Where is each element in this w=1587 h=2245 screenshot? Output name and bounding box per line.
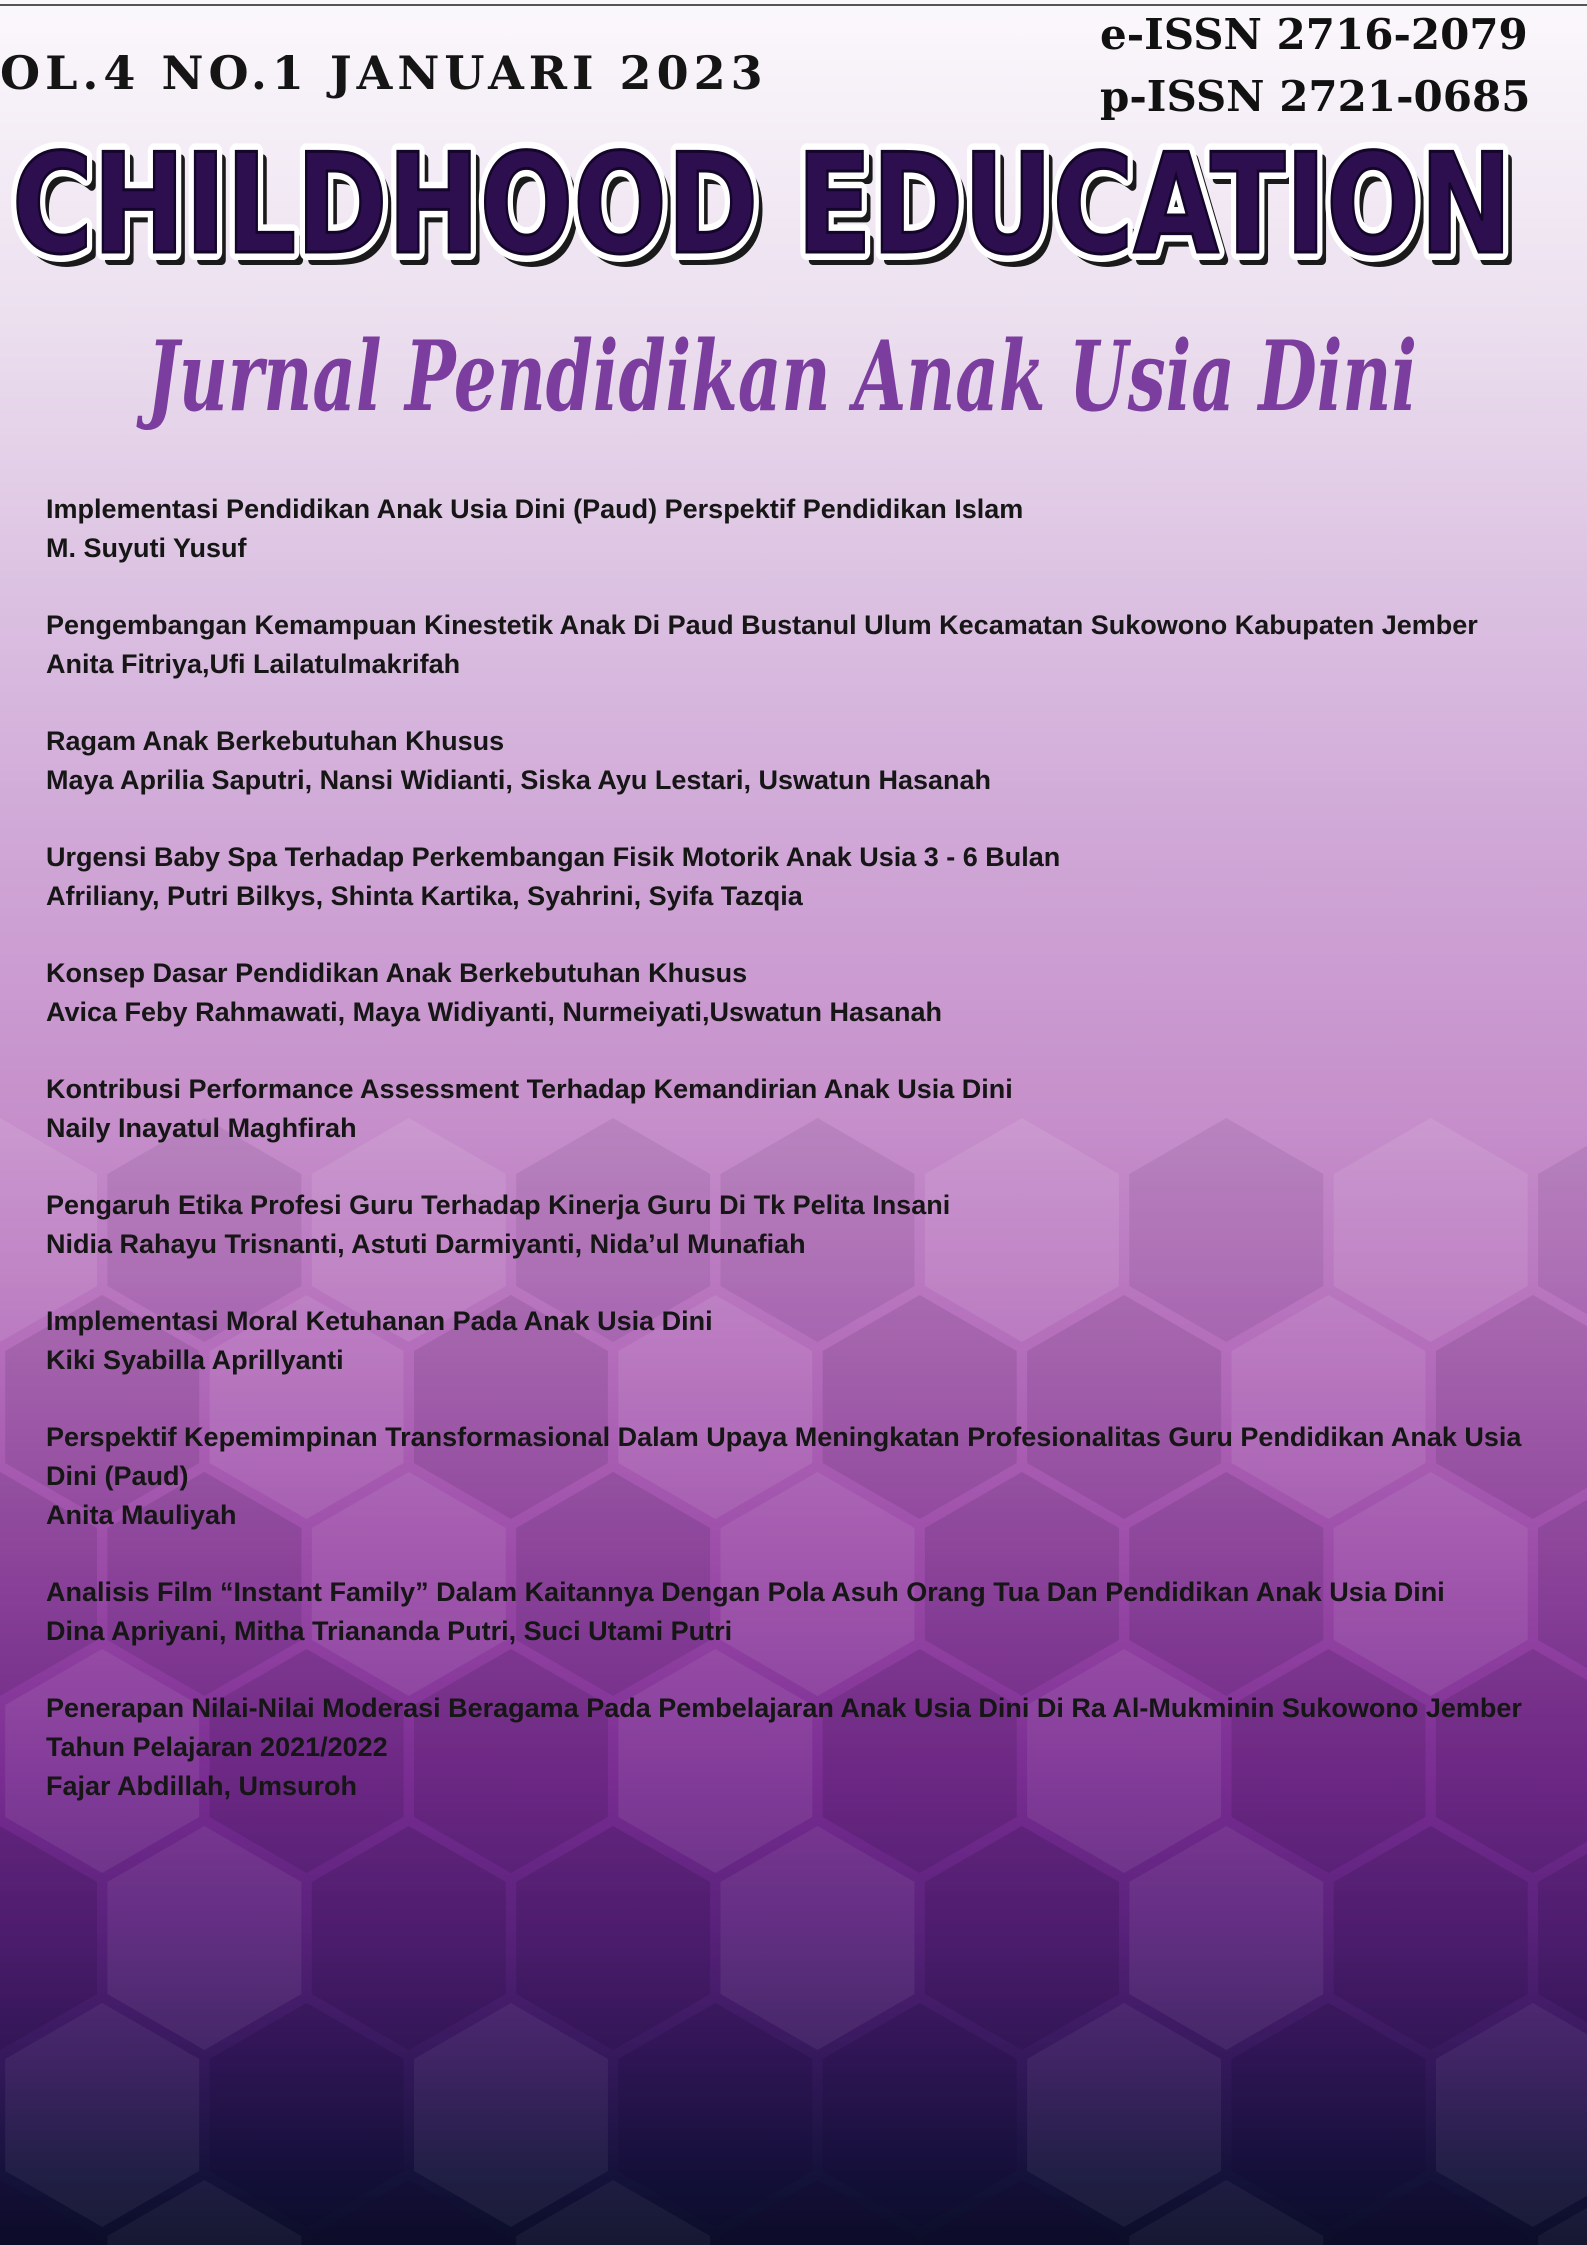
p-issn-label: p-ISSN 2721-0685 <box>1100 72 1531 121</box>
article-title: Pengembangan Kemampuan Kinestetik Anak Di Paud Bustanul Ulum Kecamatan Sukowono Kabupaten Jember <box>46 610 1478 640</box>
article-authors: Kiki Syabilla Aprillyanti <box>46 1345 344 1375</box>
hexagon-tile <box>618 2003 812 2227</box>
article-authors: Maya Aprilia Saputri, Nansi Widianti, Siska Ayu Lestari, Uswatun Hasanah <box>46 765 992 795</box>
article-title: Ragam Anak Berkebutuhan Khusus <box>46 726 505 756</box>
hexagon-tile <box>925 1826 1119 2050</box>
article-authors: Avica Feby Rahmawati, Maya Widiyanti, Nurmeiyati,Uswatun Hasanah <box>46 997 943 1027</box>
article-entry[interactable] <box>46 1418 1546 1535</box>
article-title: Urgensi Baby Spa Terhadap Perkembangan Fisik Motorik Anak Usia 3 - 6 Bulan <box>46 842 1061 872</box>
hexagon-tile <box>414 2003 608 2227</box>
journal-title-shadow: CHILDHOOD EDUCATION <box>18 132 1518 293</box>
journal-subtitle: Jurnal Pendidikan Anak Usia Dini <box>135 320 1418 433</box>
article-authors: Fajar Abdillah, Umsuroh <box>46 1771 358 1801</box>
article-authors: Naily Inayatul Maghfirah <box>46 1113 357 1143</box>
hexagon-tile <box>1436 2003 1587 2227</box>
hexagon-tile <box>1129 1826 1323 2050</box>
article-title: Perspektif Kepemimpinan Transformasional Dalam Upaya Meningkatan Profesionalitas Guru Pendidikan Anak Usia Dini (Paud) <box>46 1422 1522 1491</box>
article-title: Kontribusi Performance Assessment Terhadap Kemandirian Anak Usia Dini <box>46 1074 1013 1104</box>
table-of-contents <box>46 490 1546 1844</box>
article-entry[interactable] <box>46 1070 1546 1148</box>
hexagon-tile <box>107 1826 301 2050</box>
article-authors: Nidia Rahayu Trisnanti, Astuti Darmiyanti, Nida’ul Munafiah <box>46 1229 806 1259</box>
hexagon-tile <box>1232 2003 1426 2227</box>
top-border-line <box>0 4 1587 6</box>
article-authors: Anita Fitriya,Ufi Lailatulmakrifah <box>46 649 461 679</box>
article-entry[interactable] <box>46 1186 1546 1264</box>
article-entry[interactable] <box>46 1302 1546 1380</box>
article-title: Penerapan Nilai-Nilai Moderasi Beragama Pada Pembelajaran Anak Usia Dini Di Ra Al-Mukminin Sukowono Jember Tahun Pelajaran 2021/2022 <box>46 1693 1522 1762</box>
hexagon-tile <box>823 2003 1017 2227</box>
article-title: Implementasi Moral Ketuhanan Pada Anak Usia Dini <box>46 1306 713 1336</box>
volume-issue-label: OL.4 NO.1 JANUARI 2023 <box>0 46 768 100</box>
article-authors: Dina Apriyani, Mitha Triananda Putri, Suci Utami Putri <box>46 1616 733 1646</box>
journal-masthead <box>0 110 1587 470</box>
article-entry[interactable] <box>46 722 1546 800</box>
article-entry[interactable] <box>46 838 1546 916</box>
hexagon-tile <box>312 1826 506 2050</box>
hexagon-tile <box>721 1826 915 2050</box>
article-authors: M. Suyuti Yusuf <box>46 533 247 563</box>
article-title: Pengaruh Etika Profesi Guru Terhadap Kinerja Guru Di Tk Pelita Insani <box>46 1190 951 1220</box>
article-title: Analisis Film “Instant Family” Dalam Kaitannya Dengan Pola Asuh Orang Tua Dan Pendidikan Anak Usia Dini <box>46 1577 1445 1607</box>
hexagon-tile <box>1027 2003 1221 2227</box>
journal-title: CHILDHOOD EDUCATION <box>12 124 1512 285</box>
journal-title-outline: CHILDHOOD EDUCATION <box>12 124 1512 285</box>
article-authors: Afriliany, Putri Bilkys, Shinta Kartika, Syahrini, Syifa Tazqia <box>46 881 803 911</box>
article-entry[interactable] <box>46 1573 1546 1651</box>
e-issn-label: e-ISSN 2716-2079 <box>1100 10 1528 59</box>
hexagon-tile <box>210 2003 404 2227</box>
article-title: Implementasi Pendidikan Anak Usia Dini (Paud) Perspektif Pendidikan Islam <box>46 494 1024 524</box>
article-entry[interactable] <box>46 1689 1546 1806</box>
article-entry[interactable] <box>46 954 1546 1032</box>
hexagon-tile <box>1334 1826 1528 2050</box>
hexagon-tile <box>5 2003 199 2227</box>
article-entry[interactable] <box>46 490 1546 568</box>
article-entry[interactable] <box>46 606 1546 684</box>
article-authors: Anita Mauliyah <box>46 1500 237 1530</box>
hexagon-tile <box>516 1826 710 2050</box>
article-title: Konsep Dasar Pendidikan Anak Berkebutuhan Khusus <box>46 958 748 988</box>
